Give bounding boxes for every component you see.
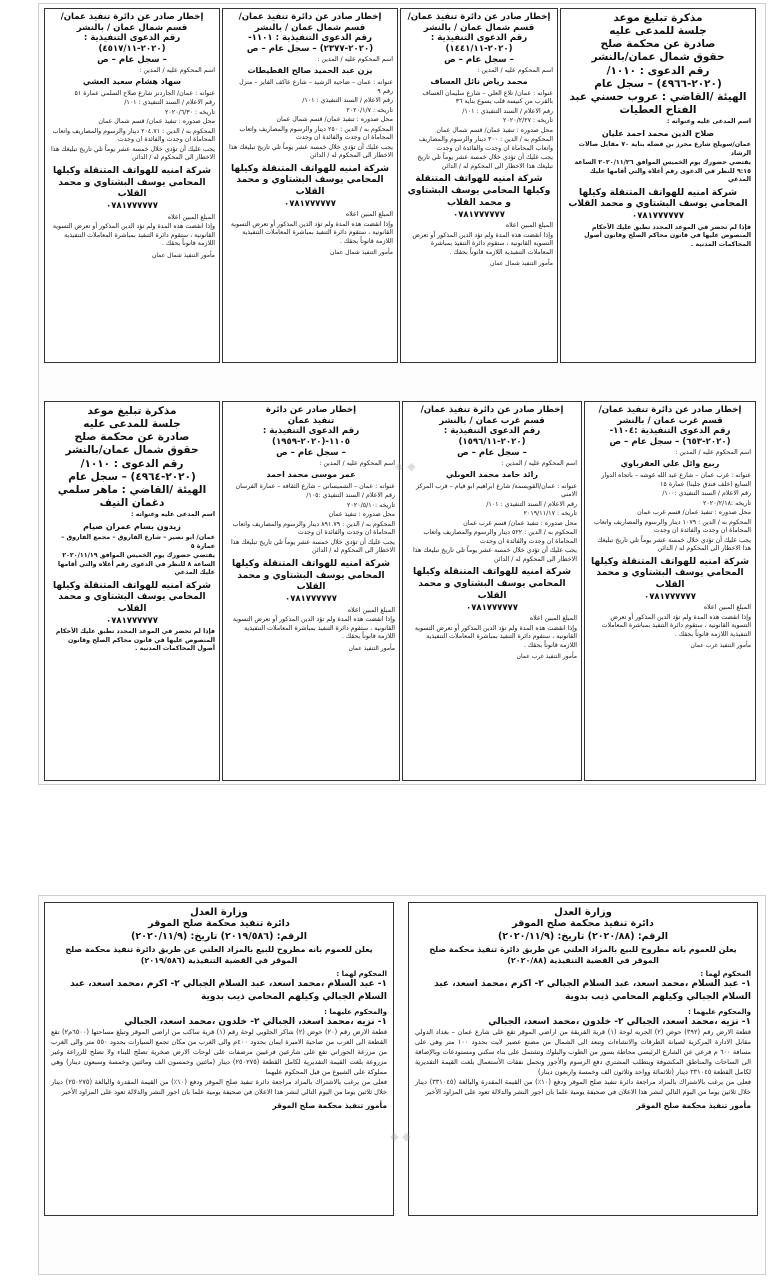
warning-text: يجب عليك أن تؤدي خلال خمسة عشر يوماً تلي تاريخ تبليغك هذا الاخطار الى المحكوم له / الدائن	[228, 143, 393, 160]
debtor-address: عنوانه : عمان – ضاحية الرشيد – شارع عاكف الفايز – منزل رقم ٩	[239, 79, 393, 95]
auction-notice-ad	[44, 902, 394, 1216]
court-summons-ad	[560, 8, 756, 363]
ministry-name: وزارة العدل	[554, 907, 612, 918]
ad-header-line: مذكرة تبليغ موعد	[613, 12, 703, 24]
execution-notice-ad	[222, 401, 400, 781]
debtor-address: عنوانه : غرب عمان – شارع عبد الله غوشه – باتجاه الدوار السابع (خلف فندق جلينا) عمارة ١٥	[601, 472, 751, 488]
issuing-office: محل صدوره : تنفيذ عمان/ قسم غرب عمان	[637, 509, 751, 517]
debtor-name: ربيع وائل علي العقرباوي	[620, 459, 720, 469]
defendant-name: صلاح الدين محمد احمد عليان	[601, 128, 715, 138]
judge-name: الهيئة /القاضي : ماهر سلمي دغمان النيف	[57, 483, 207, 509]
ad-header-line: رقم الدعوى التنفيذية :١١٠٤-	[609, 426, 731, 437]
execution-notice-ad	[222, 8, 398, 363]
claimants-label: المحكوم لهما :	[700, 970, 751, 979]
respondents-names: ١- نزيه ،محمد اسعد، الجبالي ٢- خلدون ،محمد اسعد، الجبالي	[488, 1016, 751, 1027]
auction-terms: فعلى من يرغب بالاشتراك بالمزاد مراجعة دائرة تنفيذ صلح الموقر ودفع (١٠٪) من القيمة المقدرة والبالغة (٣٣١٠٤٥) دينار خلال ثلاثين يوما من اليوم التالي لنشر هذا الاعلان في صحيفة يومية علما بان اجور النشر والدلالة تعود على المزاود الأخير	[415, 1077, 751, 1096]
notification-date: تاريخه : ٢٠١٩/١١/١٧	[523, 510, 577, 518]
amount-label: المبلغ المبين اعلاه	[345, 211, 393, 219]
ruling-amount: المحكوم به / الدين : ٢٥٠ دينار والرسوم والمصاريف واتعاب المحاماة ان وجدت والفائدة ان وجدت	[239, 125, 393, 142]
case-register: (٢٠٢٠-٤٩٦٤) – سجل عام	[68, 470, 196, 483]
notification-date: تاريخه : ٢٠٢٠/١/٧	[346, 106, 393, 114]
ad-header-line: إخطار صادر عن دائرة تنفيذ عمان/	[238, 12, 382, 22]
creditor-company: شركة امنيه للهواتف المتنقلة وكيلها المحامي يوسف البشتاوي و محمد القلاب	[231, 163, 389, 198]
ad-header-line: ١١٠٥-(٢٠٢٠-١٩٥٩)	[272, 437, 350, 448]
plaintiff-company: شركة امنيه للهواتف المتنقلة وكيلها المحامي يوسف البشتاوي و محمد القلاب	[53, 580, 211, 615]
ad-header-line: حقوق شمال عمان/بالنشر	[65, 444, 199, 457]
notification-number: رقم الاعلام / السند التنفيذي :١٠٠/	[662, 490, 751, 498]
closing-text: وإذا انقضت هذه المدة ولم تؤد الدين المذكور أو تعرض التسوية القانونية ، ستقوم دائرة التنفيذ بمباشرة المعاملات التنفيذية اللازمة قانوناً بحقك .	[601, 613, 751, 638]
warning-text: يجب عليك أن تؤدي خلال خمسة عشر يوماً تلي تاريخ تبليغك هذا الاخطار الى المحكوم له / الدائن	[230, 538, 395, 555]
closing-text: وإذا انقضت هذه المدة ولم تؤد الدين المذكور أو تعرض التسوية القانونية ، ستقوم دائرة التنفيذ بمباشرة المعاملات التنفيذية اللازمة قانوناً بحقك .	[414, 624, 577, 649]
case-register: (٢٠٢٠-٤٩٦٦) – سجل عام	[594, 77, 722, 90]
issuing-office: محل صدوره : تنفيذ عمان/ قسم شمال عمان	[436, 126, 553, 134]
ad-header-line: مذكرة تبليغ موعد	[87, 405, 177, 417]
execution-notice-ad	[44, 8, 220, 363]
ad-header-line: (٢٠٢٠-١٤٤١/١١)	[445, 44, 513, 55]
ad-header-line: (٢٠٢٠-٦٥٣) – سجل عام – ص	[609, 437, 731, 448]
ministry-name: وزارة العدل	[190, 907, 248, 918]
ruling-amount: المحكوم به / الدين : ٢٠٤.٧١ دينار والرسوم والمصاريف واتعاب المحاماة ان وجدت والفائدة ان وجدت	[52, 127, 215, 144]
respondents-names: ١- نزيه ،محمد اسعد، الجبالي ٢- خلدون ،محمد اسعد، الجبالي	[124, 1016, 387, 1027]
notice-footer: مأمور التنفيذ شمال عمان	[151, 251, 215, 259]
ruling-amount: المحكوم به / الدين : ٥٢٢ دينار والرسوم والمصاريف واتعاب المحاماة ان وجدت والفائدة ان وجدت	[423, 529, 577, 545]
phone-number: ٠٧٨١٧٧٧٧٧٧	[644, 591, 696, 602]
issuing-office: محل صدوره : تنفيذ عمان/ قسم غرب عمان	[463, 519, 577, 527]
warning-text: يجب عليك أن تؤدي خلال خمسة عشر يوماً تلي تاريخ تبليغك هذا الاخطار الى المحكوم له / الدائن	[597, 536, 751, 553]
ad-header-line: رقم الدعوى التنفيذية : ١١٠١-	[248, 33, 372, 44]
amount-label: المبلغ المبين اعلاه	[167, 213, 215, 221]
ad-header-line: رقم الدعوى التنفيذية :	[430, 33, 528, 44]
ad-header-line: تنفيذ عمان	[287, 415, 335, 426]
notice-footer: مأمور التنفيذ غرب عمان	[690, 642, 751, 650]
debtor-label: اسم المحكوم عليه / المدين :	[319, 459, 395, 467]
creditor-company: شركة امنيه للهواتف المتنقلة وكيلها المحامي يوسف البشتاوي و محمد القلاب	[413, 567, 571, 601]
phone-number: ٠٧٨١٧٧٧٧٧٧	[466, 602, 518, 613]
notice-footer: مأمور التنفيذ غرب عمان	[516, 653, 577, 660]
defendant-address: عمان/سويلح شارع محرز بن فضله بناية ٧٠ مقابل صالات الرشاد	[578, 141, 751, 157]
ad-header-line: صادرة عن محكمة صلح	[74, 431, 190, 444]
closing-text: وإذا انقضت هذه المدة ولم تؤد الدين المذكور أو تعرض التسوية القانونية ، ستقوم دائرة التنفيذ بمباشرة المعاملات التنفيذية اللازمة قانوناً بحقك .	[232, 616, 395, 640]
notification-number: رقم الاعلام / السند التنفيذي : ١٠١/	[462, 107, 553, 115]
defendant-name: زيدون بسام عمران صيام	[83, 521, 181, 531]
notice-footer: مأمور التنفيذ شمال عمان	[489, 260, 553, 267]
ad-header-line: – سجل عام – ص	[276, 447, 346, 458]
auction-intro: يعلن للعموم بانه مطروح للبيع بالمزاد العلني عن طريق دائرة تنفيذ محكمة صلح الموقر في القضية التنفيذية (٢٠١٩/٥٨٦)	[65, 945, 373, 966]
notice-footer: مأمور التنفيذ عمان	[348, 644, 395, 652]
ad-header-line: قسم غرب عمان / بالنشر	[617, 415, 723, 426]
property-description: قطعة الارض رقم (٢٠) حوض (٢) شاكر الجلوبي لوحة رقم (١) قرية ساكب من اراضي الموقر وتبلغ مساحتها (٦٥٠٠م٢) تقع القطعة الى الغرب من ضاحية الاميرة ايمان بحدود ٤٠٠م والى الغرب من مكان تجمع السيارات بحدود ٥٥٠ متر والى الغرب من مزرعة الحوراني تقع على شارعين فرعيين مرصفات على لوحات الارض صخرية تصلح للبناء ولا تصلح للزراعة وغير مزروعة بلغت القيمة التقديرية لكامل القطعة (٢٥٠٢٧٥) دينار (مائتين وخمسون الف ومائتين وخمسة وسبعون دينار) وهي مملوكة على الشيوع من قبل المحكوم عليهما	[51, 1028, 387, 1076]
ruling-amount: المحكوم به / الدين : ١٠٧٩ دينار والرسوم والمصاريف واتعاب المحاماة ان وجدت والفائدة ان وجدت	[594, 518, 751, 535]
claimants-label: المحكوم لهما :	[336, 970, 387, 979]
issuing-office: محل صدوره : تنفيذ عمان/ قسم شمال عمان	[98, 118, 215, 126]
debtor-address: عنوانه : عمان – الشميساني – شارع الثقافة – عمارة الفرسان	[235, 482, 395, 490]
notification-number: رقم الاعلام / السند التنفيذي :١٠٥/	[306, 492, 395, 500]
closing-text: فإذا لم تحضر في الموعد المحدد تطبق عليك الأحكام المنصوص عليها في قانون محاكم الصلح وقانون أصول المحاكمات المدنية .	[55, 628, 215, 653]
notification-date: تاريخه : ٢٠٢٠/٦/٣٠	[165, 108, 215, 116]
ad-header-line: إخطار صادر عن دائرة	[265, 405, 357, 415]
respondents-label: والمحكوم عليهما :	[688, 1007, 751, 1016]
claimants-names: ١- عبد السلام ،محمد اسعد، عبد السلام الجبالي ٢- اكرم ،محمد اسعد، عبد السلام الجبالي وكيلهم المحامي ذيب بدوية	[434, 979, 751, 1002]
closing-text: فإذا لم تحضر في الموعد المحدد تطبق عليك الأحكام المنصوص عليها في قانون محاكم الصلح وقانون أصول المحاكمات المدنية .	[584, 223, 751, 248]
debtor-label: اسم المحكوم عليه / المدين :	[317, 55, 393, 63]
debtor-name: يزن عبد الحميد صالح القطيطات	[247, 66, 373, 76]
hearing-text: يقتضي حضورك يوم الخميس الموافق ٢٠٢٠/١١/١٩ الساعة ٨ للنظر في الدعوى رقم أعلاه والتي أقامها عليك المدعي	[57, 552, 215, 577]
issuing-office: محل صدوره : تنفيذ عمان/ قسم شمال عمان	[276, 116, 393, 124]
ad-header-line: – سجل عام – ص	[457, 447, 527, 458]
execution-notice-ad	[402, 401, 582, 781]
warning-text: يجب عليك أن تؤدي خلال خمسة عشر يوماً تلي تاريخ تبليغك هذا الاخطار الى المحكوم له / الدائن	[412, 547, 577, 563]
notification-number: رقم الاعلام / السند التنفيذي : ١٠١/	[124, 99, 215, 107]
ad-header-line: حقوق شمال عمان/بالنشر	[591, 51, 725, 64]
defendant-label: اسم المدعى عليه وعنوانه :	[667, 118, 751, 125]
auction-terms: فعلى من يرغب بالاشتراك بالمزاد مراجعة دائرة تنفيذ صلح الموقر ودفع (١٠٪) من القيمة المقدرة والبالغة (٢٥٠٢٧٥) دينار خلال ثلاثين يوما من اليوم التالي لنشر هذا الاعلان في صحيفة يومية علما بان اجور النشر والدلالة تعود على المزاود الأخير	[51, 1077, 387, 1096]
ad-header-line: جلسة للمدعى عليه	[609, 25, 707, 38]
debtor-address: عنوانه : عمان/ تلاع العلي – شارع سليمان العساف بالقرب من كنيسة قلب يسوع بناية ٣٦	[422, 89, 553, 106]
case-number: رقم الدعوى : ١٠١٠/	[80, 457, 184, 470]
watermark-logo: ◆ ◆	[390, 1130, 411, 1143]
ad-header-line: صادرة عن محكمة صلح	[600, 38, 716, 51]
phone-number: ٠٧٨١٧٧٧٧٧٧	[106, 201, 158, 212]
phone-number: ٠٧٨١٧٧٧٧٧٧	[453, 209, 505, 220]
debtor-address: عنوانه : عمان/القويسمة/ شارع ابراهيم ابو قيام – قرب المركز الامني	[415, 482, 577, 499]
debtor-label: اسم المحكوم عليه / المدين :	[139, 66, 215, 74]
debtor-name: عمر موسى محمد احمد	[266, 470, 356, 480]
hearing-text: يقتضي حضورك يوم الخميس الموافق ٢٠٢٠/١١/٢٦ الساعة ٩:١٥ للنظر في الدعوى رقم أعلاه والتي أقامها عليك المدعي	[574, 159, 751, 184]
notice-footer: مأمور التنفيذ شمال عمان	[329, 249, 393, 257]
ad-header-line: جلسة للمدعى عليه	[83, 418, 181, 431]
debtor-name: سهاد هشام سعيد العشي	[83, 77, 181, 87]
creditor-company: شركة امنيه للهواتف المتنقلة وكيلها المحامي يوسف البشتاوي و محمد القلاب	[53, 165, 211, 200]
phone-number: ٠٧٨١٧٧٧٧٧٧	[285, 594, 337, 605]
ad-header-line: قسم غرب عمان / بالنشر	[439, 415, 545, 426]
amount-label: المبلغ المبين اعلاه	[347, 606, 395, 614]
amount-label: المبلغ المبين اعلاه	[505, 222, 553, 229]
claimants-names: ١- عبد السلام ،محمد اسعد، عبد السلام الجبالي ٢- اكرم ،محمد اسعد، عبد السلام الجبالي وكيلهم المحامي ذيب بدوية	[70, 979, 387, 1002]
creditor-company: شركة امنيه للهواتف المتنقلة وكيلها المحامي يوسف البشتاوي و محمد القلاب	[407, 174, 551, 208]
closing-text: وإذا انقضت هذه المدة ولم تؤد الدين المذكور أو تعرض التسوية القانونية ، ستقوم دائرة التنفيذ بمباشرة المعاملات التنفيذية اللازمة قانوناً بحقك .	[412, 231, 553, 256]
closing-text: وإذا انقضت هذه المدة ولم تؤد الدين المذكور أو تعرض التسوية القانونية ، ستقوم دائرة التنفيذ بمباشرة المعاملات التنفيذية اللازمة قانوناً بحقك .	[230, 220, 393, 245]
debtor-label: اسم المحكوم عليه / المدين :	[501, 459, 577, 467]
closing-text: وإذا انقضت هذه المدة ولم تؤد الدين المذكور أو تعرض التسوية القانونية ، ستقوم دائرة التنفيذ بمباشرة المعاملات التنفيذية اللازمة قانوناً بحقك .	[52, 223, 215, 247]
judge-name: الهيئة /القاضي : عروب حسني عبد الفتاح العطيات	[569, 90, 747, 116]
execution-notice-ad	[400, 8, 558, 363]
debtor-label: اسم المحكوم عليه / المدين :	[675, 448, 751, 456]
notice-footer: مأمور تنفيذ محكمة صلح الموقر	[636, 1101, 751, 1111]
phone-number: ٠٧٨١٧٧٧٧٧٧	[284, 198, 336, 209]
auction-intro: يعلن للعموم بانه مطروح للبيع بالمزاد العلني عن طريق دائرة تنفيذ محكمة صلح الموقر في القضية التنفيذية (٢٠٢٠/٨٨)	[429, 945, 737, 966]
ad-header-line: إخطار صادر عن دائرة تنفيذ عمان/	[598, 405, 742, 415]
ad-header-line: رقم الدعوى التنفيذية :	[262, 426, 360, 437]
auction-notice-ad	[408, 902, 758, 1216]
department-name: دائرة تنفيذ محكمة صلح الموقر	[512, 918, 654, 929]
reference-number: الرقم: (٢٠١٩/٥٨٦) تاريخ: (٢٠٢٠/١١/٩)	[131, 931, 307, 942]
ad-header-line: (٢٠٢٠-٤٥١٧/١١)	[98, 44, 166, 55]
defendant-address: عمان/ ابو نصير – شارع الفاروق – مجمع الفاروق – عمارة ٥	[61, 534, 215, 550]
phone-number: ٠٧٨١٧٧٧٧٧٧	[632, 211, 684, 222]
warning-text: يجب عليك أن تؤدي خلال خمسة عشر يوماً تلي تاريخ تبليغك هذا الاخطار الى المحكوم له / الدائن	[417, 154, 553, 170]
notification-number: رقم الاعلام / السند التنفيذي : ١٠١/	[486, 500, 577, 508]
defendant-label: اسم المدعى عليه وعنوانه :	[131, 511, 215, 518]
ad-header-line: رقم الدعوى التنفيذية :	[83, 33, 181, 44]
ad-header-line: (٢٠٢٠-٢٣٧٧) – سجل عام – ص	[246, 44, 374, 55]
reference-number: الرقم: (٢٠٢٠/٨٨) تاريخ: (٢٠٢٠/١١/٩)	[497, 931, 669, 942]
amount-label: المبلغ المبين اعلاه	[529, 615, 577, 622]
ad-header-line: إخطار صادر عن دائرة تنفيذ عمان/	[60, 12, 204, 22]
phone-number: ٠٧٨١٧٧٧٧٧٧	[106, 615, 158, 626]
property-description: قطعة الارض رقم (٣٩٢) حوض (٢) الحريه لوحة (١) قرية القريقة من اراضي الموقر تقع على شارع عمان – بغداد الدولي مقابل الادارة المركزية لصيانة الطرقات والانشاءات وتبعد الى الشمال من مصنع عصير لايت بحدود ١٠٠ متر وهي على مسافة ٦٠٠ م فرعي عن الشارع الرئيسي محاطة بسور من الطوب والبلوك وتشتمل على بناء سكني ومستودعات وبالإضافة الى الساحات والمناطق المكشوفة ويتطلب المشتري دفع الرسوم والأجور وتحمل نفقات الأستعمال بلغت القيمة التقديرية لكامل القطعة ٣٣١٠٤٥ دينار (ثلاثمائة وواحد وثلاثون الف وخمسة واربعون دينار)	[415, 1028, 752, 1076]
debtor-name: رائد حامد محمد العوبلي	[445, 470, 538, 480]
ad-header-line: قسم شمال عمان / بالنشر	[254, 22, 366, 33]
debtor-label: اسم المحكوم عليه / المدين :	[477, 66, 553, 74]
ad-header-line: – سجل عام – ص	[97, 54, 167, 65]
ad-header-line: رقم الدعوى التنفيذية :	[443, 426, 541, 437]
court-summons-ad	[44, 401, 220, 781]
ruling-amount: المحكوم به / الدين : ٨٩١.٧٩ دينار والرسوم والمصاريف واتعاب المحاماة ان وجدت والفائدة ان وجدت	[232, 520, 395, 537]
ad-header-line: قسم شمال عمان / بالنشر	[76, 22, 188, 33]
ad-header-line: إخطار صادر عن دائرة تنفيذ عمان/	[420, 405, 564, 415]
debtor-name: محمد رياض نائل العساف	[430, 77, 528, 87]
ruling-amount: المحكوم به / الدين : ٣٠٠ دينار والرسوم والمصاريف واتعاب المحاماة ان وجدت والفائدة ان وجدت	[418, 136, 553, 152]
notice-footer: مأمور تنفيذ محكمة صلح الموقر	[272, 1101, 387, 1111]
creditor-company: شركة امنيه للهواتف المتنقلة وكيلها المحامي يوسف البشتاوي و محمد القلاب	[591, 556, 749, 591]
ad-header-line: قسم شمال عمان / بالنشر	[423, 22, 535, 33]
department-name: دائرة تنفيذ محكمة صلح الموقر	[148, 918, 290, 929]
issuing-office: محل صدوره : تنفيذ عمان	[328, 511, 395, 519]
debtor-address: عنوانه : عمان/ الجاردنز شارع صلاح السلمي عمارة ٥١	[74, 89, 215, 97]
warning-text: يجب عليك أن تؤدي خلال خمسة عشر يوماً تلي تاريخ تبليغك هذا الاخطار الى المحكوم له / الدائن	[50, 145, 215, 162]
execution-notice-ad	[584, 401, 756, 781]
ad-header-line: – سجل عام – ص	[444, 54, 514, 65]
ad-header-line: إخطار صادر عن دائرة تنفيذ عمان/	[407, 12, 551, 22]
respondents-label: والمحكوم عليهما :	[324, 1007, 387, 1016]
watermark-logo: ◆ ◆	[395, 460, 416, 473]
notification-date: تاريخه :٢٠٢٠/٥/١٠	[347, 501, 395, 509]
notification-date: تاريخه : ٢٠٢٠/٢/٢٧	[503, 117, 553, 125]
amount-label: المبلغ المبين اعلاه	[703, 604, 751, 612]
case-number: رقم الدعوى : ١٠١٠/	[606, 64, 710, 77]
creditor-company: شركة امنيه للهواتف المتنقلة وكيلها المحامي يوسف البشتاوي و محمد القلاب	[232, 558, 390, 593]
notification-date: تاريخه :٢٠٢٠/٢/١٨	[703, 499, 751, 507]
plaintiff-company: شركة امنيه للهواتف المتنقلة وكيلها المحامي يوسف البشتاوي و محمد القلاب	[568, 187, 748, 210]
ad-header-line: (٢٠٢٠-١٥٩٦/١١)	[458, 437, 526, 448]
notification-number: رقم الاعلام / السند التنفيذي : ١٠١/	[302, 97, 393, 105]
